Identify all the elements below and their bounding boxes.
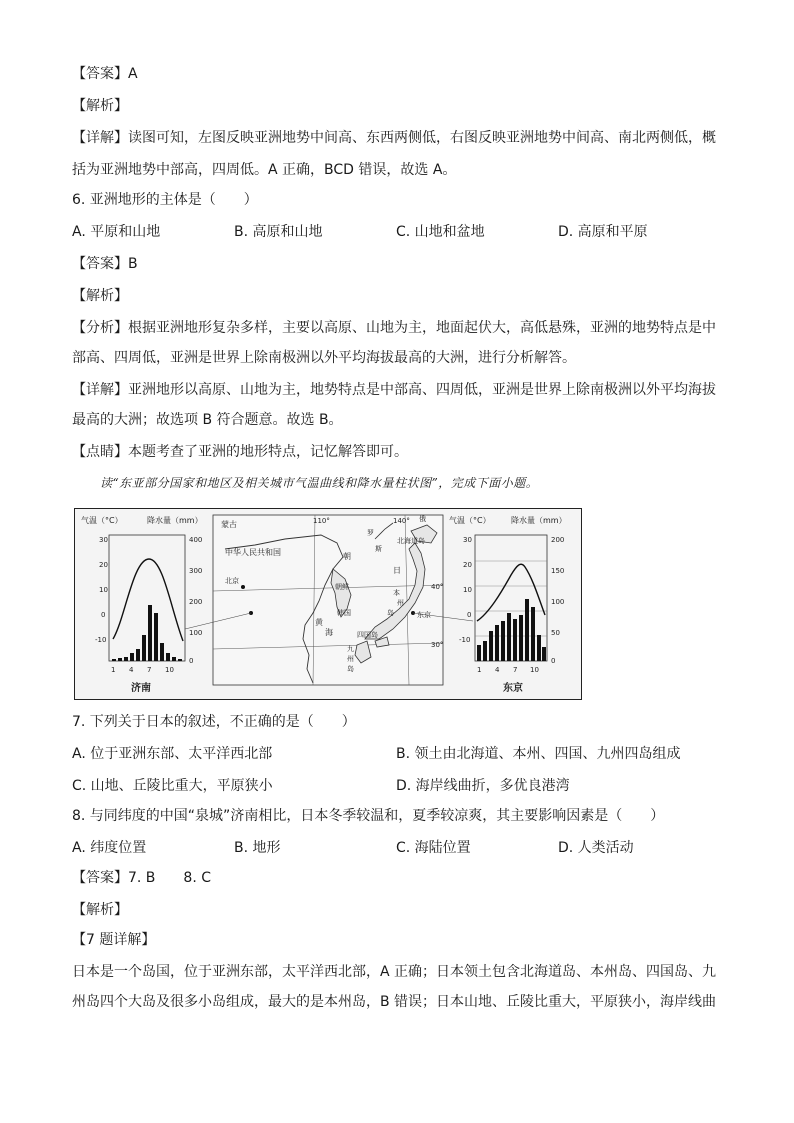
map-label-kyushu-3: 岛 bbox=[347, 665, 354, 673]
jinan-temp-tick: 30 bbox=[99, 536, 108, 544]
map-label-yellow-2: 海 bbox=[325, 628, 333, 637]
tokyo-bar bbox=[519, 615, 523, 661]
detail-text: 亚洲地形以高原、山地为主，地势特点是中部高、四周低，亚洲是世界上除南极洲以外平均海拔 bbox=[128, 382, 716, 398]
jinan-bar bbox=[178, 659, 182, 661]
map-label-30: 30° bbox=[431, 641, 444, 649]
analyze-text: 根据亚洲地形复杂多样，主要以高原、山地为主，地面起伏大，高低悬殊，亚洲的地势特点是中 bbox=[128, 320, 716, 336]
map-label-kyushu-2: 州 bbox=[347, 655, 354, 663]
q6-option-a: A. 平原和山地 bbox=[72, 224, 161, 240]
map-label-110: 110° bbox=[313, 517, 330, 525]
tokyo-temp-tick: -10 bbox=[459, 636, 471, 644]
tokyo-bar bbox=[507, 613, 511, 661]
jinan-bar bbox=[160, 643, 164, 661]
comment-text: 本题考查了亚洲的地形特点，记忆解答即可。 bbox=[128, 444, 408, 460]
q7-option-c: C. 山地、丘陵比重大，平原狭小 bbox=[72, 778, 273, 794]
jinan-bar bbox=[148, 605, 152, 661]
map-label-china: 中华人民共和国 bbox=[225, 548, 281, 557]
jinan-month-tick: 4 bbox=[129, 666, 134, 674]
tokyo-precip-tick: 100 bbox=[551, 598, 565, 606]
tokyo-bar bbox=[537, 635, 541, 661]
analyze-tag: 【分析】 bbox=[72, 320, 128, 336]
tokyo-temp-tick: 10 bbox=[463, 586, 472, 594]
jinan-bar bbox=[142, 635, 146, 661]
analyze-line-2-q6: 部高、四周低，亚洲是世界上除南极洲以外平均海拔最高的大洲，进行分析解答。 bbox=[72, 350, 576, 366]
map-label-kyushu-1: 九 bbox=[347, 645, 354, 653]
detail-tag: 【详解】 bbox=[72, 130, 128, 146]
detail-tag-q7: 【7 题详解】 bbox=[72, 932, 156, 948]
analyze-line-1-q6 bbox=[72, 318, 716, 338]
map-label-honshu-3: 岛 bbox=[387, 609, 394, 617]
detail-line-2-q7: 州岛四个大岛及很多小岛组成，最大的是本州岛，B 错误；日本山地、丘陵比重大，平原狭小，海岸线曲 bbox=[72, 994, 717, 1010]
tokyo-temp-tick: 30 bbox=[463, 536, 472, 544]
tokyo-bar bbox=[495, 625, 499, 661]
tokyo-climate-chart bbox=[449, 515, 567, 694]
answer-tag: 【答案】 bbox=[72, 256, 128, 272]
answer-line-q78 bbox=[72, 868, 211, 888]
detail-line-2-q6: 最高的大洲；故选项 B 符合题意。故选 B。 bbox=[72, 412, 343, 428]
map-label-honshu-1: 本 bbox=[393, 589, 400, 597]
tokyo-bar bbox=[489, 631, 493, 661]
tokyo-bar bbox=[525, 599, 529, 661]
map-label-yellow-1: 黄 bbox=[315, 618, 323, 627]
map-label-beijing: 北京 bbox=[225, 577, 239, 585]
question-8-stem: 8. 与同纬度的中国“泉城”济南相比，日本冬季较温和，夏季较凉爽，其主要影响因素是（ ） bbox=[72, 808, 665, 824]
analysis-tag-q78: 【解析】 bbox=[72, 902, 128, 918]
tokyo-temp-tick: 0 bbox=[467, 611, 472, 619]
jinan-bar bbox=[172, 657, 176, 661]
jinan-precip-tick: 400 bbox=[189, 536, 203, 544]
q8-option-d: D. 人类活动 bbox=[558, 840, 634, 856]
climate-map-figure bbox=[74, 508, 582, 700]
jinan-precip-tick: 300 bbox=[189, 567, 203, 575]
tokyo-month-tick: 4 bbox=[495, 666, 500, 674]
jinan-city-label: 济南 bbox=[131, 683, 151, 694]
tokyo-month-tick: 1 bbox=[477, 666, 482, 674]
jinan-month-tick: 10 bbox=[165, 666, 174, 674]
tokyo-temp-tick: 20 bbox=[463, 561, 472, 569]
comment-line-q6 bbox=[72, 442, 408, 462]
map-label-shikoku: 四国岛 bbox=[357, 631, 378, 639]
q7-option-a: A. 位于亚洲东部、太平洋西北部 bbox=[72, 746, 273, 762]
figure-caption: 读“东亚部分国家和地区及相关城市气温曲线和降水量柱状图”，完成下面小题。 bbox=[100, 476, 539, 490]
answer-value: 7. B 8. C bbox=[128, 870, 211, 886]
tokyo-bar bbox=[513, 619, 517, 661]
beijing-marker bbox=[241, 585, 245, 589]
q8-option-b: B. 地形 bbox=[234, 840, 281, 856]
q6-option-b: B. 高原和山地 bbox=[234, 224, 323, 240]
jinan-bar bbox=[136, 649, 140, 661]
q8-option-a: A. 纬度位置 bbox=[72, 840, 147, 856]
map-label-russia-3: 斯 bbox=[375, 545, 382, 553]
jinan-precip-tick: 0 bbox=[189, 657, 194, 665]
q7-option-b: B. 领土由北海道、本州、四国、九州四岛组成 bbox=[396, 746, 681, 762]
jinan-temp-tick: 0 bbox=[101, 611, 106, 619]
answer-tag: 【答案】 bbox=[72, 66, 128, 82]
map-label-south-korea: 韩国 bbox=[337, 609, 351, 617]
tokyo-bar bbox=[542, 647, 546, 661]
jinan-month-tick: 7 bbox=[147, 666, 152, 674]
map-label-japan-char: 日 bbox=[393, 566, 401, 575]
tokyo-month-tick: 10 bbox=[530, 666, 539, 674]
detail-line-1-q7: 日本是一个岛国，位于亚洲东部，太平洋西北部，A 正确；日本领土包含北海道岛、本州岛、四国岛、九 bbox=[72, 964, 717, 980]
jinan-bar bbox=[130, 653, 134, 661]
jinan-precip-tick: 100 bbox=[189, 629, 203, 637]
tokyo-precip-tick: 150 bbox=[551, 567, 565, 575]
tokyo-precip-tick: 200 bbox=[551, 536, 565, 544]
answer-line-q6 bbox=[72, 254, 138, 274]
tokyo-city-label: 东京 bbox=[503, 683, 523, 694]
detail-text: 读图可知，左图反映亚洲地势中间高、东西两侧低，右图反映亚洲地势中间高、南北两侧低，概 bbox=[128, 130, 716, 146]
map-label-hokkaido: 北海道岛 bbox=[397, 537, 425, 545]
jinan-bar bbox=[118, 658, 122, 661]
jinan-bar bbox=[166, 653, 170, 661]
answer-value: B bbox=[128, 256, 138, 272]
jinan-precip-label: 降水量（mm） bbox=[147, 516, 203, 525]
figure-svg bbox=[75, 509, 581, 699]
jinan-month-tick: 1 bbox=[111, 666, 116, 674]
tokyo-month-tick: 7 bbox=[513, 666, 518, 674]
answer-line-q5 bbox=[72, 64, 138, 84]
detail-line-2-q5: 括为亚洲地势中部高，四周低。A 正确，BCD 错误，故选 A。 bbox=[72, 162, 457, 178]
jinan-precip-tick: 200 bbox=[189, 598, 203, 606]
east-asia-map bbox=[185, 514, 473, 685]
analysis-tag-q5: 【解析】 bbox=[72, 98, 128, 114]
detail-tag: 【详解】 bbox=[72, 382, 128, 398]
tokyo-bar bbox=[501, 621, 505, 661]
jinan-temp-tick: 20 bbox=[99, 561, 108, 569]
map-label-russia-1: 俄 bbox=[419, 515, 426, 523]
detail-line-1-q5 bbox=[72, 128, 716, 148]
tokyo-bar bbox=[483, 641, 487, 661]
q6-option-d: D. 高原和平原 bbox=[558, 224, 648, 240]
answer-value: A bbox=[128, 66, 138, 82]
map-label-russia-2: 罗 bbox=[367, 529, 374, 537]
map-label-140: 140° bbox=[393, 517, 410, 525]
analysis-tag-q6: 【解析】 bbox=[72, 288, 128, 304]
jinan-temp-tick: -10 bbox=[95, 636, 107, 644]
jinan-bar bbox=[154, 613, 158, 661]
q6-option-c: C. 山地和盆地 bbox=[396, 224, 485, 240]
jinan-plot-frame bbox=[109, 535, 185, 661]
map-label-tokyo: 东京 bbox=[417, 611, 431, 619]
question-7-stem: 7. 下列关于日本的叙述，不正确的是（ ） bbox=[72, 714, 356, 730]
map-label-north-korea: 朝鲜 bbox=[335, 583, 349, 591]
answer-tag: 【答案】 bbox=[72, 870, 128, 886]
map-label-korea-char: 朝 bbox=[343, 552, 351, 561]
tokyo-precip-label: 降水量（mm） bbox=[511, 516, 567, 525]
comment-tag: 【点睛】 bbox=[72, 444, 128, 460]
tokyo-bar bbox=[477, 645, 481, 661]
tokyo-temp-label: 气温（°C） bbox=[449, 516, 491, 525]
question-6-stem: 6. 亚洲地形的主体是（ ） bbox=[72, 192, 258, 208]
jinan-bar bbox=[124, 657, 128, 661]
map-label-honshu-2: 州 bbox=[397, 599, 404, 607]
jinan-climate-chart bbox=[81, 515, 203, 694]
jinan-bar bbox=[112, 659, 116, 661]
tokyo-precip-tick: 50 bbox=[551, 629, 560, 637]
jinan-temp-tick: 10 bbox=[99, 586, 108, 594]
q7-option-d: D. 海岸线曲折，多优良港湾 bbox=[396, 778, 570, 794]
map-label-mongolia: 蒙古 bbox=[221, 520, 237, 529]
jinan-temp-label: 气温（°C） bbox=[81, 516, 123, 525]
q8-option-c: C. 海陆位置 bbox=[396, 840, 471, 856]
tokyo-precip-tick: 0 bbox=[551, 657, 556, 665]
detail-line-1-q6 bbox=[72, 380, 716, 400]
tokyo-bar bbox=[531, 607, 535, 661]
map-label-40: 40° bbox=[431, 583, 444, 591]
